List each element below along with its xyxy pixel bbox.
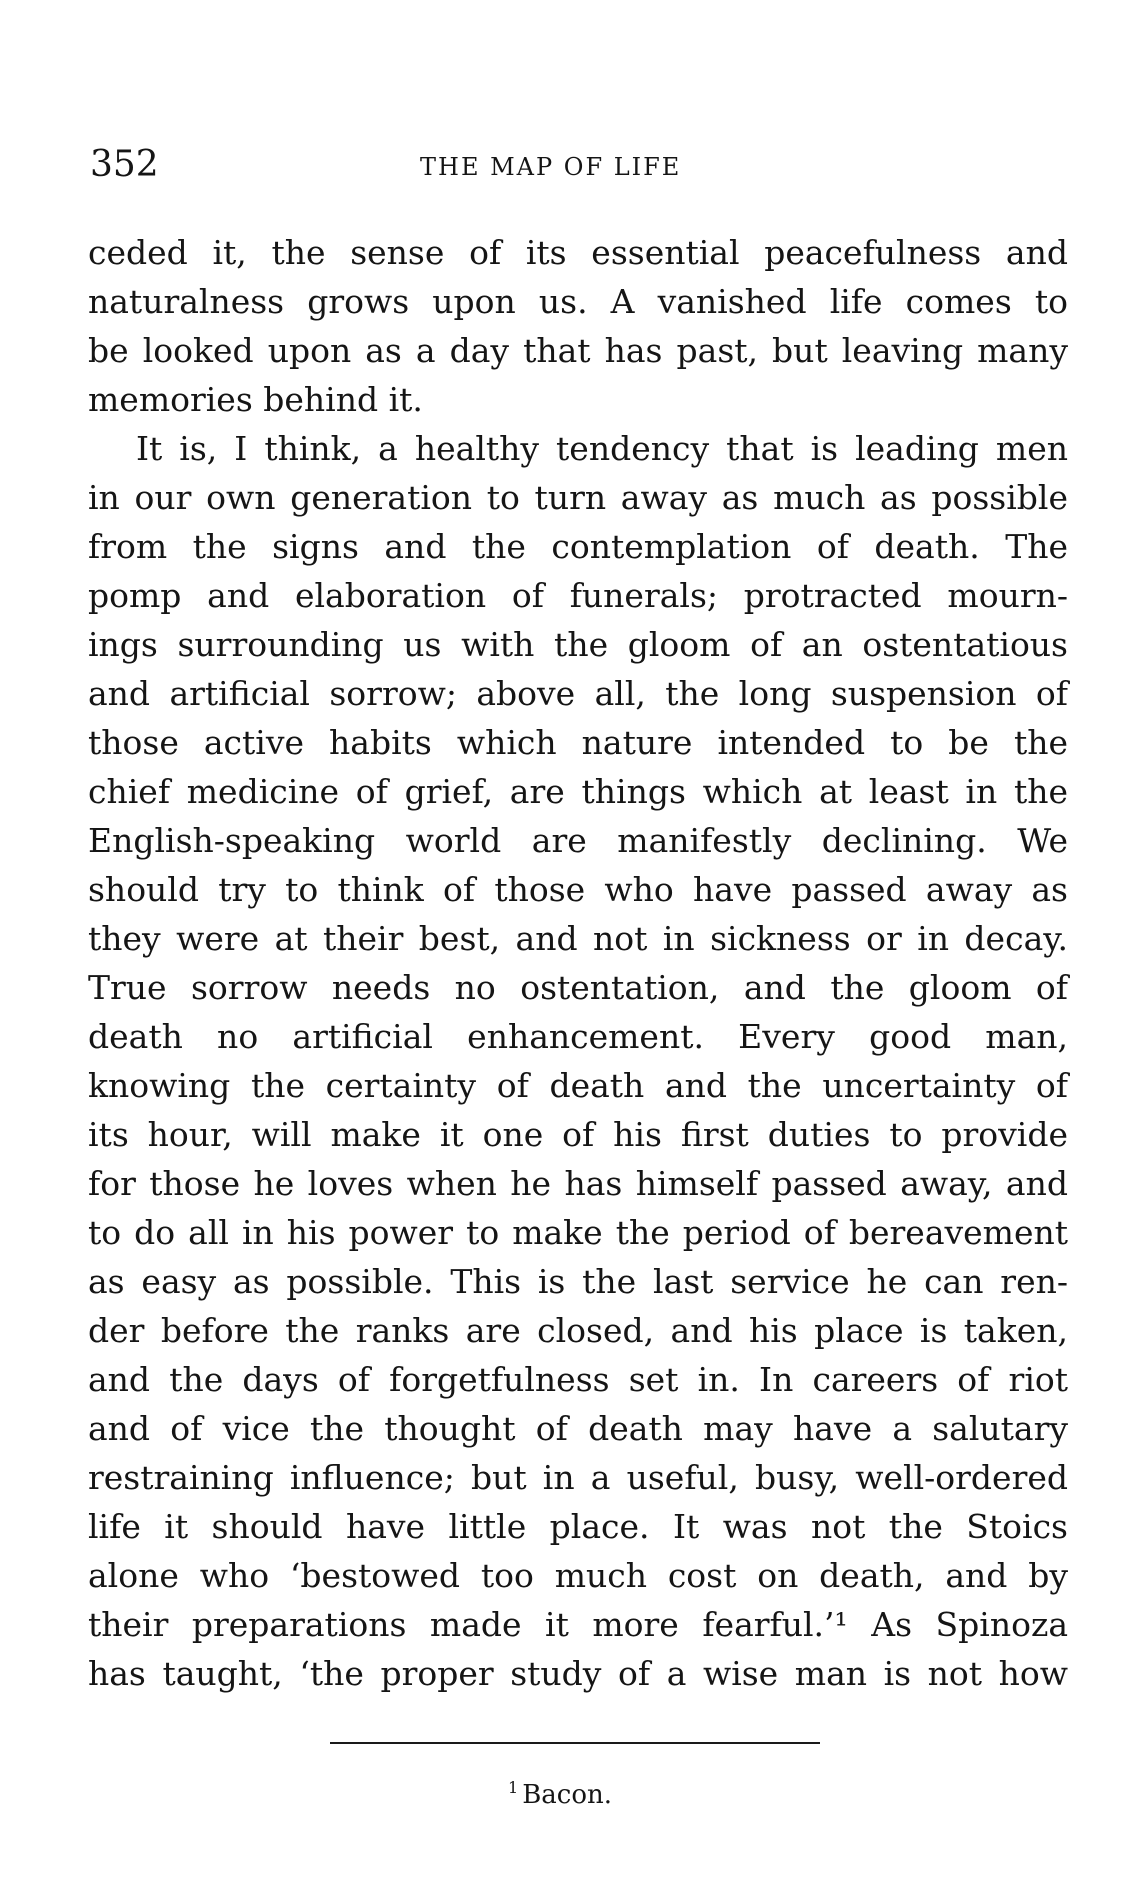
text-line: English-speaking world are manifestly declining. We [88, 821, 1068, 860]
text-line: has taught, ‘the proper study of a wise man is not how [88, 1654, 1068, 1693]
text-line: as easy as possible. This is the last service he can ren- [88, 1262, 1068, 1301]
text-line: in our own generation to turn away as much as possible [88, 478, 1068, 517]
text-line: from the signs and the contemplation of death. The [88, 527, 1068, 566]
text-line: those active habits which nature intended to be the [88, 723, 1068, 762]
page-number: 352 [90, 144, 159, 185]
text-line: memories behind it. [88, 380, 423, 419]
text-line: death no artificial enhancement. Every good man, [88, 1017, 1068, 1056]
text-line: naturalness grows upon us. A vanished life comes to [88, 282, 1068, 321]
footnote [508, 1768, 612, 1815]
page-header [90, 140, 1060, 190]
body-text [88, 228, 1068, 1698]
text-line: and of vice the thought of death may have a salutary [88, 1409, 1068, 1448]
footnote-text: Bacon. [522, 1780, 613, 1810]
text-line: be looked upon as a day that has past, but leaving many [88, 331, 1068, 370]
text-line: ceded it, the sense of its essential peacefulness and [88, 233, 1068, 272]
text-line: alone who ‘bestowed too much cost on death, and by [88, 1556, 1068, 1595]
text-line: and artificial sorrow; above all, the long suspension of [88, 674, 1068, 713]
text-line: chief medicine of grief, are things which at least in the [88, 772, 1068, 811]
text-line: life it should have little place. It was not the Stoics [88, 1507, 1068, 1546]
text-line: der before the ranks are closed, and his place is taken, [88, 1311, 1068, 1350]
text-line: ings surrounding us with the gloom of an ostentatious [88, 625, 1068, 664]
text-line: and the days of forgetfulness set in. In careers of riot [88, 1360, 1068, 1399]
text-line: should try to think of those who have passed away as [88, 870, 1068, 909]
text-line: knowing the certainty of death and the uncertainty of [88, 1066, 1068, 1105]
footnote-divider [330, 1742, 820, 1744]
text-line: True sorrow needs no ostentation, and the gloom of [88, 968, 1068, 1007]
text-line: restraining influence; but in a useful, busy, well-ordered [88, 1458, 1068, 1497]
text-line: they were at their best, and not in sickness or in decay. [88, 919, 1068, 958]
text-line: for those he loves when he has himself passed away, and [88, 1164, 1068, 1203]
text-line: their preparations made it more fearful.’¹ As Spinoza [88, 1605, 1068, 1644]
text-line: pomp and elaboration of funerals; protracted mourn- [88, 576, 1068, 615]
text-line: its hour, will make it one of his first duties to provide [88, 1115, 1068, 1154]
text-line: to do all in his power to make the period of bereavement [88, 1213, 1068, 1252]
footnote-marker: 1 [508, 1778, 519, 1797]
running-title: THE MAP OF LIFE [420, 153, 682, 181]
text-line: It is, I think, a healthy tendency that is leading men [136, 429, 1068, 468]
